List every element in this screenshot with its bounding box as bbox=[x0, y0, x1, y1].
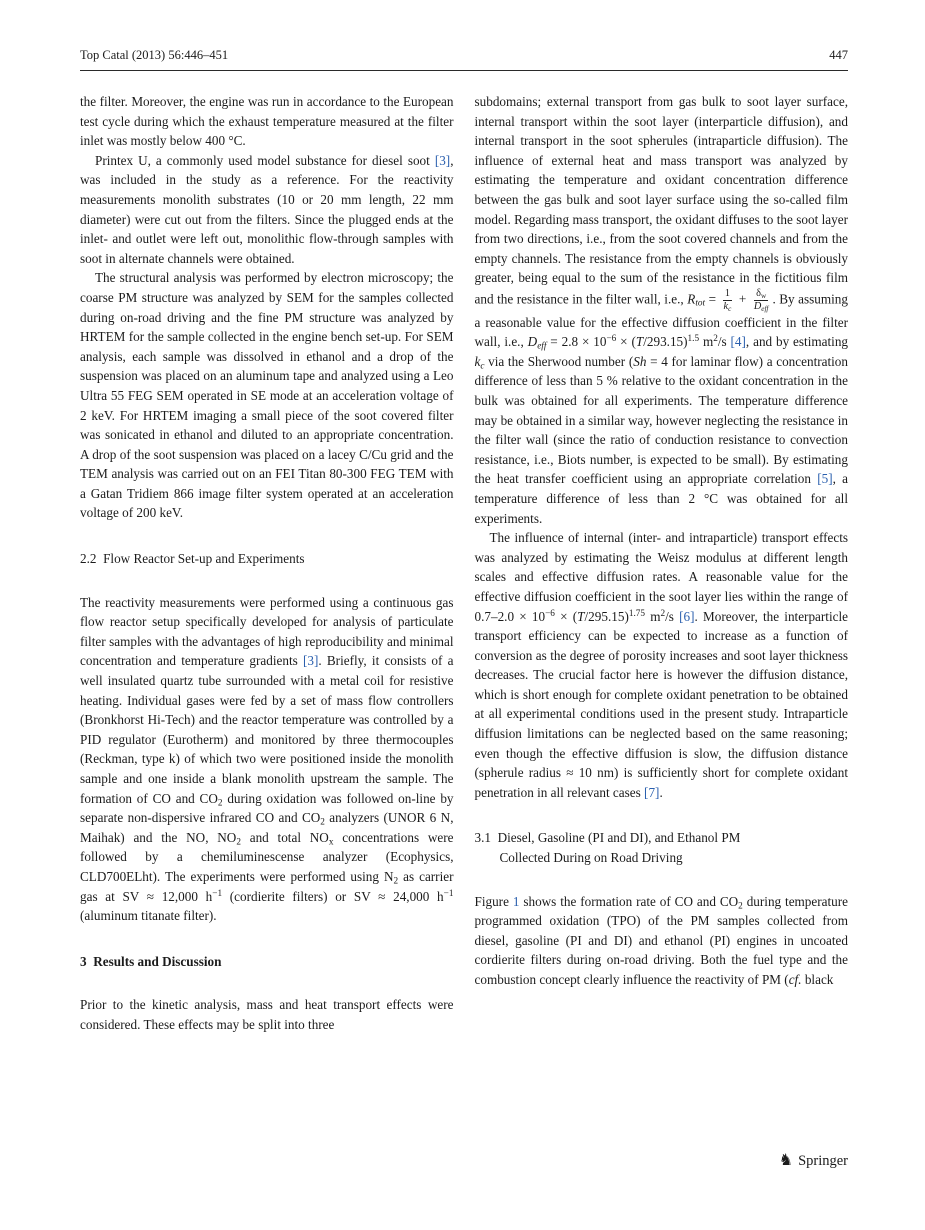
springer-horse-icon: ♞ bbox=[778, 1151, 794, 1169]
article-body bbox=[80, 92, 848, 1035]
citation-link[interactable]: [7] bbox=[644, 784, 660, 800]
heading-3: 3 Results and Discussion bbox=[80, 953, 222, 969]
citation-link[interactable]: [5] bbox=[817, 471, 833, 487]
para-continuation: the filter. Moreover, the engine was run in accordance to the European test cycle during which the exhaust temperature measured at the filter inlet was mostly below 400 °C. bbox=[80, 94, 454, 149]
para-printex: Printex U, a commonly used model substance for diesel soot [3], was included in the study as a reference. For the reactivity measurements monolith substrates (10 or 20 mm length, 22 mm diameter) were cut out from the filters. Since the plugged ends at the inlet- and outlet were left out, monolithic flow-through samples with soot in alternate channels were obtained. bbox=[80, 152, 454, 266]
left-column bbox=[80, 92, 454, 1035]
para-figure-1: Figure 1 shows the formation rate of CO and $CO_2$ during temperature programmed oxidation (TPO) of the PM samples collected from diesel, gasoline (PI and DI) and ethanol (PI) engines in uncoated cordierite filters during on-road driving. Both the fuel type and the combustion concept clearly influence the reactivity of PM (cf. black bbox=[474, 893, 848, 987]
para-internal-transport: The influence of internal (inter- and intraparticle) transport effects was analyzed by estimating the Weisz modulus at different length scales and effective diffusion rates. A reasonable value for the effective diffusion coefficient in the soot layer lies within the range of $0.7-2.0 \times 10^{-6} \times (T/295.15)^{1.75}$ $m^2/s$ [6]. Moreover, the interparticle transport efficiency can be expected to increase as a function of conversion as the degree of porosity increases and soot layer thickness decreases. The crucial factor here is however the diffusion distance, which is short enough for complete oxidant penetration to be obtained at all experimental conditions used in the present study. Intraparticle diffusion limitations can be neglected based on the same reasoning; even though the effective diffusion is slow, the diffusion distance (spherule radius ≈ 10 nm) is sufficiently short for complete oxidant penetration in all relevant cases [7]. bbox=[474, 530, 848, 800]
para-structural-analysis: The structural analysis was performed by electron microscopy; the coarse PM structure was analyzed by SEM for the samples collected during on-road driving and the fine PM structure was analyzed by HRTEM for the sample collected in the engine bench set-up. For SEM analysis, each sample was dissolved in ethanol and a drop of the suspension was placed on an aluminum tape and analyzed using a Leo Ultra 55 FEG SEM operated in SE mode at an acceleration voltage of 2 keV. For HRTEM imaging a small piece of the soot covered filter was sonicated in ethanol and diluted to an appropriate concentration. A drop of the soot suspension was placed on a lacey C/Cu grid and the TEM analysis was carried out on an FEI Titan 80-300 FEG TEM with a Gatan Tridiem 866 image filter system operated at an acceleration voltage of 200 keV. bbox=[80, 270, 454, 521]
journal-reference: Top Catal (2013) 56:446–451 bbox=[80, 48, 229, 62]
citation-link[interactable]: 1 bbox=[512, 893, 520, 909]
citation-link[interactable]: [6] bbox=[679, 608, 695, 624]
right-column bbox=[475, 92, 849, 1035]
citation-link[interactable]: [3] bbox=[302, 653, 319, 669]
publisher-footer bbox=[779, 1153, 848, 1170]
publisher-name: Springer bbox=[798, 1153, 848, 1169]
para-subdomains: subdomains; external transport from gas bulk to soot layer surface, internal transport within the soot layer (interparticle diffusion), and internal transport in the soot spherules (intraparticle diffusion). The influence of external heat and mass transport was analyzed by estimating the temperature and oxidant concentration difference between the gas bulk and soot layer surface using the so-called film model. Regarding mass transport, the oxidant diffuses to the soot layer from two directions, i.e., from the soot covered channels and from the empty channels. The resistance from the empty channels is obviously greater, being equal to the sum of the resistance in the fictitious film and the resistance in the filter wall, i.e., $R_{tot}$ = $\frac{1}{k_c}$ + $\frac{\delta_w}{D_{eff}}$ . By assuming a reasonable value for the effective diffusion coefficient in the filter wall, i.e., $D_{eff} = 2.8 \times 10^{-6} \times (T/293.15)^{1.5}$ $m^2/s$ [4], and by estimating $k_c$ via the Sherwood number (Sh = 4 for laminar flow) a concentration difference of less than 5 % relative to the oxidant concentration in the bulk was obtained for all experiments. The temperature difference may be obtained in a similar way, however neglecting the resistance in the filter wall (since the ratio of conduction resistance to convection resistance, i.e., Biots number, is expected to be small). By estimating the heat transfer coefficient using an appropriate correlation [5], a temperature difference of less than 2 °C was obtained for all experiments. bbox=[474, 94, 849, 526]
heading-3-1: 3.1 Diesel, Gasoline (PI and DI), and Ethanol PM Collected During on Road Driving bbox=[474, 830, 741, 866]
para-flow-reactor: The reactivity measurements were performed using a continuous gas flow reactor setup specifically developed for analysis of particulate filter samples with the advantages of high reproducibility and minimal concentration and temperature gradients [3]. Briefly, it consists of a well insulated quartz tube surrounded with a metal coil for resistive heating. Individual gases were fed by a set of mass flow controllers (Bronkhorst Hi-Tech) and the reactor temperature was controlled by a PID regulator (Eurotherm) and monitored by three thermocouples (Reckman, type k) of which two were positioned inside the monolith sample and one inside a blank monolith upstream the sample. The formation of CO and $CO_2$ during oxidation was followed on-line by separate non-dispersive infrared CO and $CO_2$ analyzers (UNOR 6 N, Maihak) and the NO, $NO_2$ and total $NO_x$ concentrations were followed by a chemiluminescense analyzer (Ecophysics, CLD700ELht). The experiments were performed using $N_2$ as carrier gas at SV ≈ 12,000 $h^{-1}$ (cordierite filters) or SV ≈ 24,000 $h^{-1}$ (aluminum titanate filter). bbox=[80, 594, 454, 924]
page-header bbox=[80, 48, 848, 71]
citation-link[interactable]: [3] bbox=[434, 152, 451, 168]
citation-link[interactable]: [4] bbox=[730, 334, 746, 350]
para-transport-intro: Prior to the kinetic analysis, mass and heat transport effects were considered. These effects may be split into three bbox=[80, 997, 454, 1032]
heading-2-2: 2.2 Flow Reactor Set-up and Experiments bbox=[80, 551, 305, 567]
page-number: 447 bbox=[829, 48, 848, 62]
